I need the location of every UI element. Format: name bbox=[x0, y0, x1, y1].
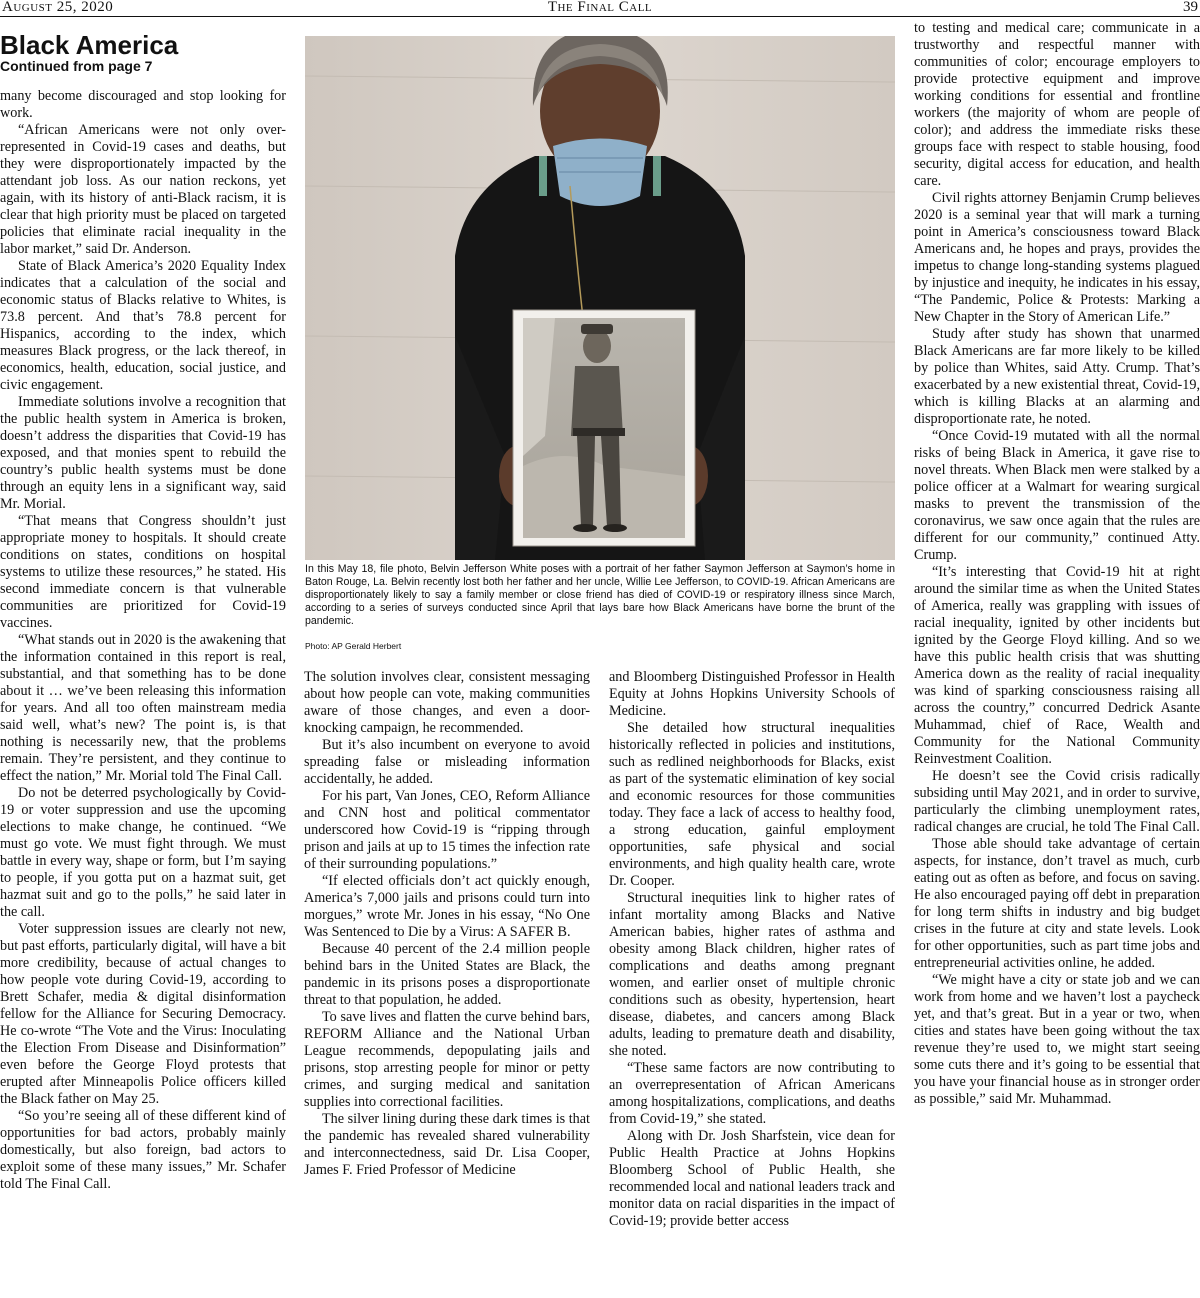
article-paragraph: For his part, Van Jones, CEO, Reform Alliance and CNN host and political commentator underscored how Covid-19 is “ripping through prison and jails at up to 15 times the infection rate of their surrounding populations.” bbox=[304, 788, 590, 872]
news-photo bbox=[305, 36, 895, 560]
article-paragraph: But it’s also incumbent on everyone to avoid spreading false or misleading information accidentally, he added. bbox=[304, 737, 590, 787]
article-paragraph: The silver lining during these dark times is that the pandemic has revealed shared vulnerability and interconnectedness, said Dr. Lisa Cooper, James F. Fried Professor of Medicine bbox=[304, 1111, 590, 1178]
article-paragraph: Along with Dr. Josh Sharfstein, vice dean for Public Health Practice at Johns Hopkins Bloomberg School of Public Health, she recommended local and national leaders track and monitor data on racial disparities in the impact of Covid-19; provide better access bbox=[609, 1128, 895, 1229]
article-paragraph: Civil rights attorney Benjamin Crump believes 2020 is a seminal year that will mark a turning point in America’s consciousness toward Black Americans and, he hopes and prays, provides the impetus to change long-standing systems plagued by injustice and inequity, he indicates in his essay, “The Pandemic, Police & Protests: Marking a New Chapter in the Story of American Life.” bbox=[914, 190, 1200, 325]
article-paragraph: “If elected officials don’t act quickly enough, America’s 7,000 jails and prisons could turn into morgues,” wrote Mr. Jones in his essay, “No One Was Sentenced to Die by a Virus: A SAFER B. bbox=[304, 873, 590, 940]
continued-line: Continued from page 7 bbox=[0, 58, 153, 74]
page-number: 39 bbox=[1183, 0, 1198, 15]
article-paragraph: “So you’re seeing all of these different kind of opportunities for bad actors, probably mainly domestically, but also foreign, bad actors to exploit some of these many issues,” Mr. Schafer told The Final Call. bbox=[0, 1108, 286, 1192]
article-paragraph: “What stands out in 2020 is the awakening that the information contained in this report is real, substantial, and that something has to be done about it … we’ve been releasing this information for years. And all too often mainstream media said well, what’s new? The point is, is that nothing is necessarily new, that the problems remain. They’re persistent, and they continue to effect the nation,” Mr. Morial told The Final Call. bbox=[0, 632, 286, 784]
issue-date: August 25, 2020 bbox=[2, 0, 114, 15]
article-paragraph: “Once Covid-19 mutated with all the normal risks of being Black in America, it gave rise to novel threats. When Black men were stalked by a police officer at a Walmart for wearing surgical masks to prevent the transmission of the coronavirus, we saw once again that the rules are different for our community,” continued Atty. Crump. bbox=[914, 428, 1200, 563]
article-paragraph: Voter suppression issues are clearly not new, but past efforts, particularly digital, will have a bit more credibility, because of actual changes to how people vote during Covid-19, according to Brett Schafer, media & digital disinformation fellow for the Alliance for Securing Democracy. He co-wrote “The Vote and the Virus: Inoculating the Election From Disease and Disinformation” even before the George Floyd protests that erupted after Minneapolis Police officers killed the Black father on May 25. bbox=[0, 921, 286, 1107]
publication-name: The Final Call bbox=[547, 0, 653, 15]
article-paragraph: Study after study has shown that unarmed Black Americans are far more likely to be killed by police than Whites, said Atty. Crump. That’s exacerbated by a new existential threat, Covid-19, which is killing Blacks at an alarming and disproportionate rate, he noted. bbox=[914, 326, 1200, 427]
photo-credit: Photo: AP Gerald Herbert bbox=[305, 641, 402, 651]
article-paragraph: She detailed how structural inequalities historically reflected in policies and institutions, such as redlined neighborhoods for Blacks, exist as part of the systematic elimination of key social and economic resources for those communities today. They face a lack of access to healthy food, a strong education, gainful employment opportunities, safe physical and social environments, and high quality health care, wrote Dr. Cooper. bbox=[609, 720, 895, 889]
article-headline: Black America bbox=[0, 30, 179, 60]
article-paragraph: State of Black America’s 2020 Equality Index indicates that a calculation of the social and economic status of Blacks relative to Whites, is 73.8 percent. And that’s 78.8 percent for Hispanics, according to the index, which measures Black progress, or the lack thereof, in economics, health, education, social justice, and civic engagement. bbox=[0, 258, 286, 393]
article-paragraph: Do not be deterred psychologically by Covid-19 or voter suppression and use the upcoming elections to make change, he continued. “We must go vote. We must fight through. We must battle in every way, shape or form, but I’m saying to people, if you gotta put on a hazmat suit, get hazmat suit and go to the polls,” he said later in the call. bbox=[0, 785, 286, 920]
page-header bbox=[0, 0, 1200, 17]
article-column-2 bbox=[304, 669, 590, 1296]
article-paragraph: He doesn’t see the Covid crisis radically subsiding until May 2021, and in order to survive, particularly the climbing unemployment rates, radical changes are crucial, he told The Final Call. bbox=[914, 768, 1200, 835]
article-paragraph: “That means that Congress shouldn’t just appropriate money to hospitals. It should create conditions on states, conditions on hospital systems to utilize these resources,” he stated. His second immediate concern is that vulnerable communities are prioritized for Covid-19 vaccines. bbox=[0, 513, 286, 631]
article-column-4 bbox=[914, 20, 1200, 1296]
photo-caption: In this May 18, file photo, Belvin Jefferson White poses with a portrait of her father Saymon Jefferson at Saymon’s home in Baton Rouge, La. Belvin recently lost both her father and her uncle, Willie Lee Jefferson, to COVID-19. African Americans are disproportionately likely to say a family member or close friend has died of COVID-19 or respiratory illness since March, according to a series of surveys conducted since April that lays bare how Black Americans have borne the brunt of the pandemic. bbox=[305, 563, 895, 627]
article-paragraph: “These same factors are now contributing to an overrepresentation of African Americans among hospitalizations, complications, and deaths from Covid-19,” she stated. bbox=[609, 1060, 895, 1127]
article-paragraph: Those able should take advantage of certain aspects, for instance, don’t travel as much, curb eating out as often as before, and focus on saving. He also encouraged paying off debt in preparation for long term shifts in industry and big budget crises in the future at city and state levels. Look for other opportunities, such as part time jobs and entrepreneurial activities online, he added. bbox=[914, 836, 1200, 971]
article-paragraph: “African Americans were not only over-represented in Covid-19 cases and deaths, but they were disproportionately impacted by the attendant job loss. As our nation reckons, yet again, with its history of anti-Black racism, it is clear that high priority must be placed on targeted policies that eliminate racial inequality in the labor market,” said Dr. Anderson. bbox=[0, 122, 286, 257]
article-paragraph: The solution involves clear, consistent messaging about how people can vote, making communities aware of those changes, and even a door-knocking campaign, he recommended. bbox=[304, 669, 590, 736]
article-paragraph: many become discouraged and stop looking for work. bbox=[0, 88, 286, 121]
article-paragraph: Immediate solutions involve a recognition that the public health system in America is broken, doesn’t address the disparities that Covid-19 has exposed, and that monies spent to rebuild the country’s public health systems must be done through an equity lens in a significant way, said Mr. Morial. bbox=[0, 394, 286, 512]
article-column-3 bbox=[609, 669, 895, 1296]
article-paragraph: Because 40 percent of the 2.4 million people behind bars in the United States are Black, the pandemic in its prisons poses a disproportionate threat to that population, he added. bbox=[304, 941, 590, 1008]
article-paragraph: “We might have a city or state job and we can work from home and we haven’t lost a paycheck yet, and that’s great. But in a year or two, when cities and states have been going without the tax revenue they’re used to, we might start seeing some cuts there and it’s going to be essential that you have your financial house as in stronger order as possible,” said Mr. Muhammad. bbox=[914, 972, 1200, 1107]
article-paragraph: and Bloomberg Distinguished Professor in Health Equity at Johns Hopkins University Schools of Medicine. bbox=[609, 669, 895, 719]
article-column-1 bbox=[0, 88, 286, 1296]
article-paragraph: to testing and medical care; communicate in a trustworthy and respectful manner with communities of color; encourage employers to provide protective equipment and improve working conditions for essential and frontline workers (the majority of whom are people of color); and address the immediate risks these groups face with respect to stable housing, food security, digital access for education, and health care. bbox=[914, 20, 1200, 189]
article-paragraph: “It’s interesting that Covid-19 hit at right around the similar time as when the United States of America, really was grappling with issues of racial inequality, ignited by other incidents but ignited by the George Floyd killing. And so we have this public health crisis that was shutting America down as the reality of racial inequality was kind of sparking consciousness raising all across the country,” concurred Dedrick Asante Muhammad, chief of Race, Wealth and Community for the National Community Reinvestment Coalition. bbox=[914, 564, 1200, 767]
article-paragraph: Structural inequities link to higher rates of infant mortality among Blacks and Native American babies, higher rates of asthma and obesity among Black children, higher rates of complications and deaths among pregnant women, and earlier onset of multiple chronic conditions such as obesity, hypertension, heart disease, diabetes, and cancers among Black adults, leading to premature death and disability, she noted. bbox=[609, 890, 895, 1059]
article-paragraph: To save lives and flatten the curve behind bars, REFORM Alliance and the National Urban League recommends, depopulating jails and prisons, stop arresting people for minor or petty crimes, and surging medical and sanitation supplies into correctional facilities. bbox=[304, 1009, 590, 1110]
